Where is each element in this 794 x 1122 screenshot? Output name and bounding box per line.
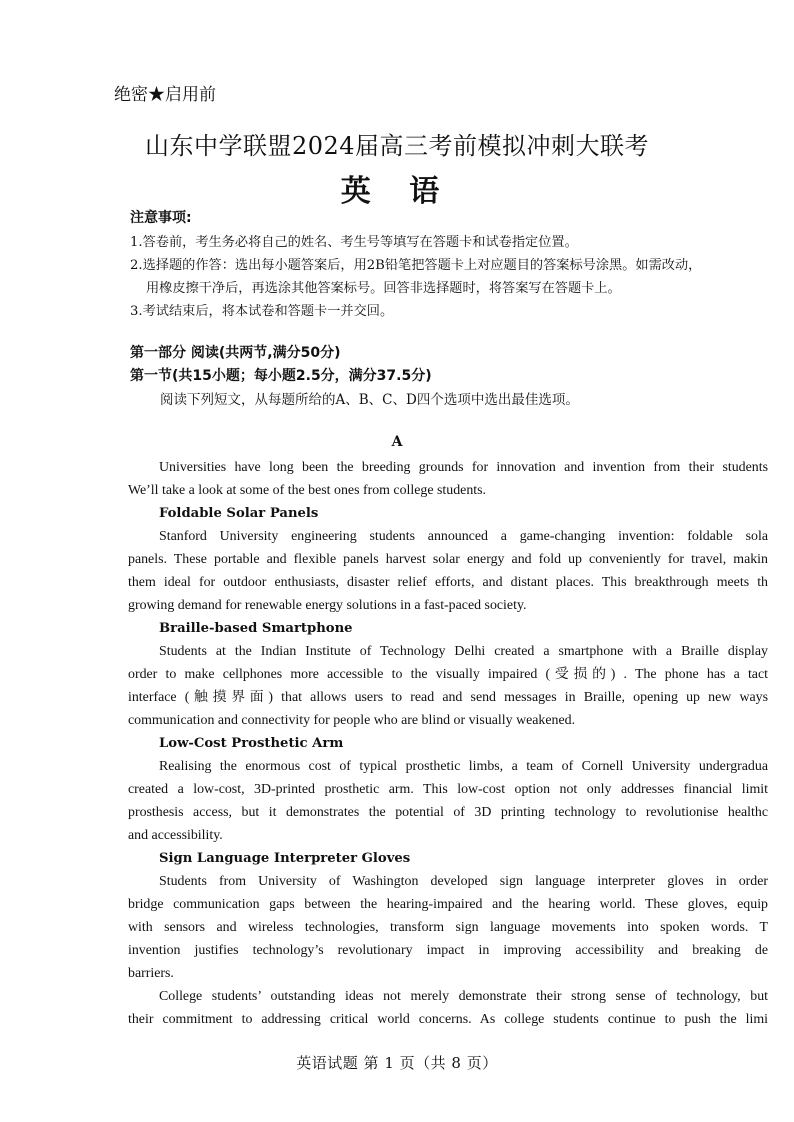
passage-line: order to make cellphones more accessible to the visually impaired (受损的) . The phone has a tact	[128, 667, 768, 682]
passage-line: Realising the enormous cost of typical prosthetic limbs, a team of Cornell University undergradua	[159, 759, 768, 774]
section-heading: Low-Cost Prosthetic Arm	[159, 736, 344, 751]
section-instruction: 阅读下列短文，从每题所给的A、B、C、D四个选项中选出最佳选项。	[160, 392, 579, 408]
passage-line: them ideal for outdoor enthusiasts, disaster relief efforts, and distant places. This breakthrough meets th	[128, 575, 768, 590]
passage-line: bridge communication gaps between the hearing-impaired and the hearing world. These gloves, equip	[128, 897, 768, 912]
passage-line: College students’ outstanding ideas not merely demonstrate their strong sense of technology, but	[159, 989, 768, 1004]
page-footer: 英语试题 第 1 页（共 8 页）	[296, 1054, 498, 1072]
note-item: 用橡皮擦干净后，再选涂其他答案标号。回答非选择题时，将答案写在答题卡上。	[146, 281, 621, 296]
passage-line: barriers.	[128, 966, 174, 981]
note-item: 3.考试结束后，将本试卷和答题卡一并交回。	[130, 304, 394, 319]
passage-line: panels. These portable and flexible panels harvest solar energy and fold up conveniently for travel, makin	[128, 552, 768, 567]
part-title: 第一部分 阅读(共两节,满分50分)	[130, 345, 341, 361]
note-item: 1.答卷前，考生务必将自己的姓名、考生号等填写在答题卡和试卷指定位置。	[130, 235, 578, 250]
passage-line: with sensors and wireless technologies, transform sign language movements into spoken words. T	[128, 920, 768, 935]
passage-line: their commitment to addressing critical world concerns. As college students continue to push the limi	[128, 1012, 768, 1027]
passage-body	[128, 456, 768, 1031]
section-heading: Sign Language Interpreter Gloves	[159, 851, 411, 866]
passage-line: and accessibility.	[128, 828, 223, 843]
passage-line: interface (触摸界面) that allows users to read and send messages in Braille, opening up new ways	[128, 690, 768, 705]
passage-line: prosthesis access, but it demonstrates the potential of 3D printing technology to revolutionise healthc	[128, 805, 768, 820]
passage-letter: A	[391, 434, 403, 450]
passage-line: Universities have long been the breeding grounds for innovation and invention from their students	[159, 460, 768, 475]
passage-line: We’ll take a look at some of the best ones from college students.	[128, 483, 487, 498]
passage-line: invention justifies technology’s revolutionary impact in improving accessibility and breaking de	[128, 943, 768, 958]
section-title: 第一节(共15小题；每小题2.5分，满分37.5分)	[130, 368, 432, 384]
passage-line: Students at the Indian Institute of Technology Delhi created a smartphone with a Braille display	[159, 644, 768, 659]
confidential-label: 绝密★启用前	[114, 85, 216, 105]
passage-line: growing demand for renewable energy solutions in a fast-paced society.	[128, 598, 527, 613]
section-heading: Braille-based Smartphone	[159, 621, 353, 636]
passage-line: Students from University of Washington developed sign language interpreter gloves in order	[159, 874, 768, 889]
section-heading: Foldable Solar Panels	[159, 506, 319, 521]
passage-line: created a low-cost, 3D-printed prosthetic arm. This low-cost option not only addresses financial limit	[128, 782, 768, 797]
notes-title: 注意事项:	[130, 210, 192, 226]
subject-title: 英 语	[340, 174, 454, 209]
passage-line: Stanford University engineering students announced a game-changing invention: foldable sola	[159, 529, 768, 544]
exam-title: 山东中学联盟2024届高三考前模拟冲刺大联考	[144, 132, 650, 160]
passage-line: communication and connectivity for people who are blind or visually weakened.	[128, 713, 576, 728]
note-item: 2.选择题的作答：选出每小题答案后，用2B铅笔把答题卡上对应题目的答案标号涂黑。如需改动，	[130, 258, 702, 273]
